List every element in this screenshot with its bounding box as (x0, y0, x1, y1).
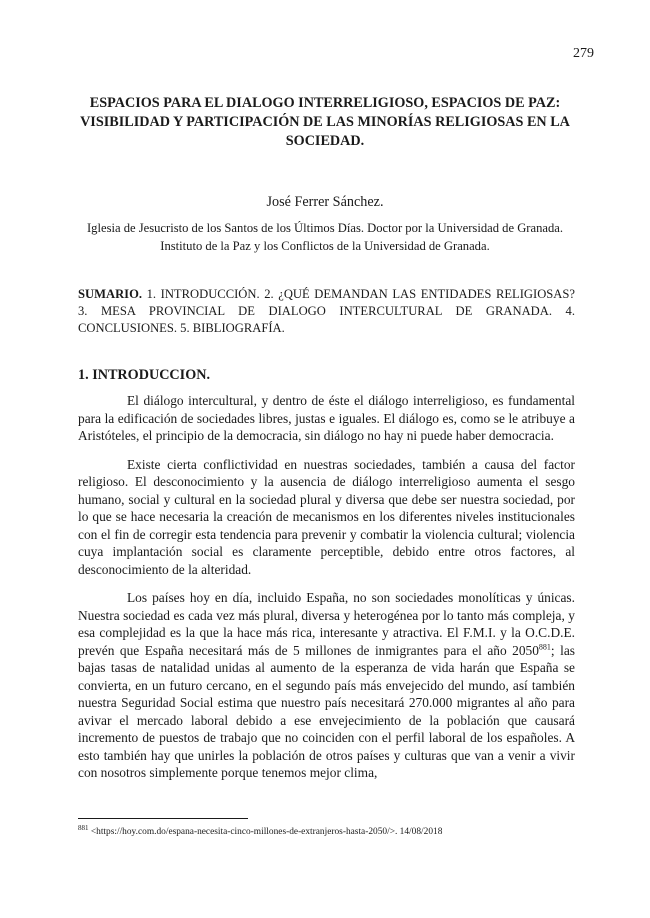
author-affiliation (60, 219, 590, 255)
paragraph-2: Existe cierta conflictividad en nuestras sociedades, también a causa del factor religioso. El desconocimiento y la ausencia de diálogo interreligioso aumenta el sesgo humano, social y cultural en la sociedad plural y diversa que debe ser nuestra sociedad, por lo que se hace necesaria la creación de mecanismos en los diferentes niveles institucionales con el fin de corregir esta tendencia para prevenir y combatir la violencia cultural; violencia cuya implantación social es claramente perceptible, debido entre otros factores, al desconocimiento de la alteridad. (78, 456, 575, 577)
affiliation-line-2: Instituto de la Paz y los Conflictos de la Universidad de Granada. (160, 239, 490, 253)
paragraph-1: El diálogo intercultural, y dentro de éste el diálogo interreligioso, es fundamental para la edificación de sociedades libres, justas e iguales. El diálogo es, como se le atribuye a Aristóteles, el principio de la democracia, sin diálogo no hay ni puede haber democracia. (78, 393, 575, 443)
summary-block (78, 286, 575, 337)
section-heading: 1. INTRODUCCION. (78, 367, 211, 383)
summary-text: 1. INTRODUCCIÓN. 2. ¿QUÉ DEMANDAN LAS ENTIDADES RELIGIOSAS? 3. MESA PROVINCIAL DE DIALOGO INTERCULTURAL DE GRANADA. 4. CONCLUSIONES. 5. BIBLIOGRAFÍA. (78, 287, 575, 335)
paragraph-3 (78, 589, 575, 782)
section-body (78, 392, 575, 793)
page-number: 279 (573, 46, 594, 61)
summary-label: SUMARIO. (78, 287, 143, 301)
footnote-reference[interactable]: 881 (538, 642, 551, 652)
affiliation-line-1: Iglesia de Jesucristo de los Santos de los Últimos Días. Doctor por la Universidad de Granada. (86, 221, 563, 235)
author-name: José Ferrer Sánchez. (266, 194, 384, 210)
paragraph-3-text-before: Los países hoy en día, incluido España, no son sociedades monolíticas y únicas. Nuestra sociedad es cada vez más plural, diversa y heterogénea por lo tanto más compleja, y esa complejidad es la que la hace más rica, interesante y atractiva. El F.M.I. y la O.C.D.E. prevén que España necesitará más de 5 millones de inmigrantes para el año 2050 (78, 590, 575, 658)
footnote-number: 881 (78, 823, 89, 832)
footnote-text: <https://hoy.com.do/espana-necesita-cinco-millones-de-extranjeros-hasta-2050/>. 14/08/2018 (88, 827, 443, 837)
footnote (78, 823, 575, 837)
article-title: ESPACIOS PARA EL DIALOGO INTERRELIGIOSO, ESPACIOS DE PAZ: VISIBILIDAD Y PARTICIPACIÓN DE LAS MINORÍAS RELIGIOSAS EN LA SOCIEDAD. (80, 95, 570, 149)
paragraph-3-text-after: ; las bajas tasas de natalidad unidas al aumento de la esperanza de vida harán que España se convierta, en un futuro cercano, en el segundo país más envejecido del mundo, así también nuestra Seguridad Social estima que nuestro país necesitará 270.000 migrantes al año para avivar el mercado laboral debido a ese envejecimiento de la población que causará incremento de puestos de trabajo que no coinciden con el perfil laboral de los españoles. A esto también hay que unirles la población de otros países y culturas que van a venir a vivir con nosotros simplemente porque tenemos mejor clima, (78, 642, 575, 780)
footnote-divider (78, 818, 248, 819)
